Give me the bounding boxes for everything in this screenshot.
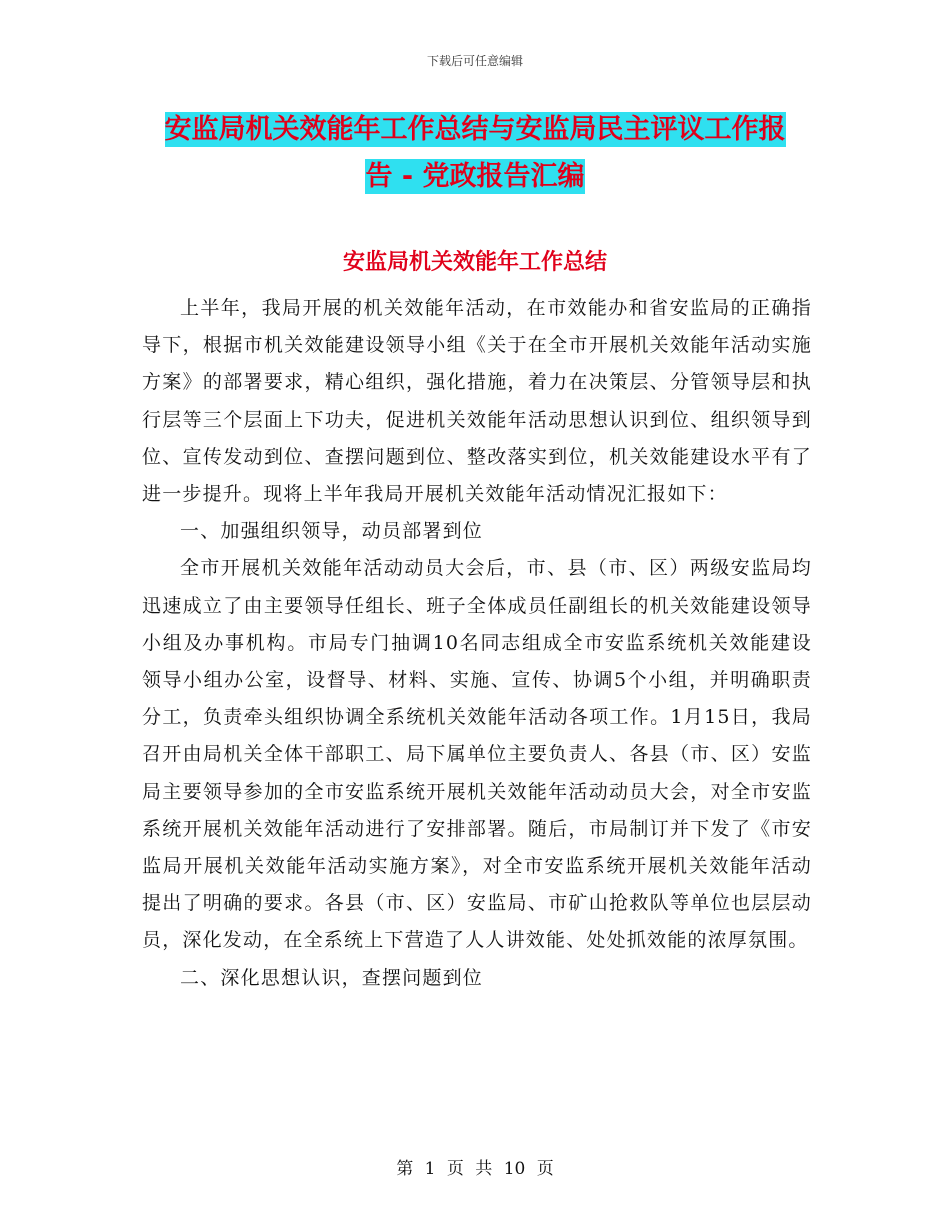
heading-part-two: 二、深化思想认识，查摆问题到位 xyxy=(180,966,484,989)
document-title-line-1: 安监局机关效能年工作总结与安监局民主评议工作报 xyxy=(164,114,786,145)
paragraph-intro: 上半年，我局开展的机关效能年活动，在市效能办和省安监局的正确指导下，根据市机关效能建设领导小组《关于在全市开展机关效能年活动实施方案》的部署要求，精心组织，强化措施，着力在决策层、分管领导层和执行层等三个层面上下功夫，促进机关效能年活动思想认识到位、组织领导到位、宣传发动到位、查摆问题到位、整改落实到位，机关效能建设水平有了进一步提升。现将上半年我局开展机关效能年活动情况汇报如下： xyxy=(142,297,812,506)
document-title xyxy=(140,106,810,200)
document-title-line-2: 告 - 党政报告汇编 xyxy=(365,161,585,192)
document-body xyxy=(142,290,812,997)
paragraph-part-one: 全市开展机关效能年活动动员大会后，市、县（市、区）两级安监局均迅速成立了由主要领导任组长、班子全体成员任副组长的机关效能建设领导小组及办事机构。市局专门抽调10名同志组成全市安监系统机关效能建设领导小组办公室，设督导、材料、实施、宣传、协调5个小组，并明确职责分工，负责牵头组织协调全系统机关效能年活动各项工作。1月15日，我局召开由局机关全体干部职工、局下属单位主要负责人、各县（市、区）安监局主要领导参加的全市安监系统开展机关效能年活动动员大会，对全市安监系统开展机关效能年活动进行了安排部署。随后，市局制订并下发了《市安监局开展机关效能年活动实施方案》，对全市安监系统开展机关效能年活动提出了明确的要求。各县（市、区）安监局、市矿山抢救队等单位也层层动员，深化发动，在全系统上下营造了人人讲效能、处处抓效能的浓厚氛围。 xyxy=(142,557,812,952)
page-footer: 第 1 页 共 10 页 xyxy=(396,1159,554,1179)
heading-part-one: 一、加强组织领导，动员部署到位 xyxy=(180,520,484,543)
section-title: 安监局机关效能年工作总结 xyxy=(342,250,607,275)
page-header-note: 下载后可任意编辑 xyxy=(426,54,523,68)
